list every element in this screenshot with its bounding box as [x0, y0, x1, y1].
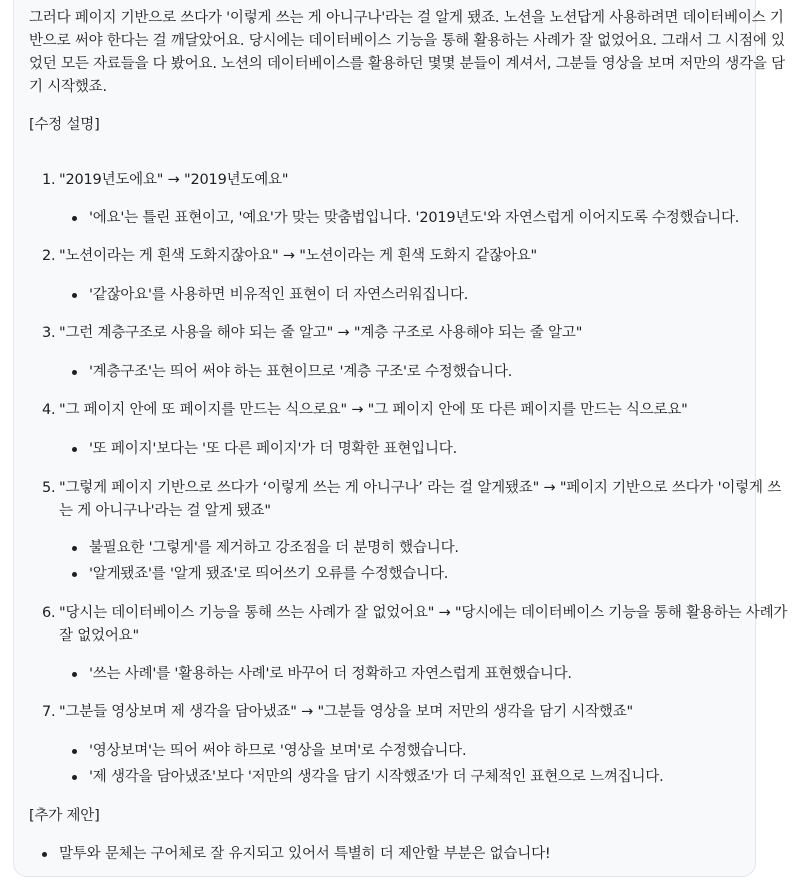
intro-line: 반으로 써야 한다는 걸 깨달았어요. 당시에는 데이터베이스 기능을 통해 활용하는 사례가 잘 없었어요. 그래서 그 시점에 있 [29, 33, 785, 49]
correction-text: "노션이라는 게 흰색 도화지잖아요" → "노션이라는 게 흰색 도화지 같잖아요" [59, 248, 537, 264]
suggestion-item [42, 843, 551, 866]
item-number: 7. [42, 704, 56, 720]
bullet-dot-icon [72, 293, 77, 298]
bullet-dot-icon [72, 447, 77, 452]
intro-line: 그러다 페이지 기반으로 쓰다가 '이렇게 쓰는 게 아니구나'라는 걸 알게 됐죠. 노션을 노션답게 사용하려면 데이터베이스 기 [29, 10, 784, 26]
correction-text: "그 페이지 안에 또 페이지를 만드는 식으로요" → "그 페이지 안에 또 다른 페이지를 만드는 식으로요" [59, 402, 688, 418]
correction-note [72, 438, 457, 461]
correction-note [72, 563, 448, 586]
intro-line: 기 시작했죠. [29, 79, 107, 95]
correction-note [72, 663, 572, 686]
intro-line: 었던 모든 자료들을 다 봤어요. 노션의 데이터베이스를 활용하던 몇몇 분들이 계셔서, 그분들 영상을 보며 저만의 생각을 담 [29, 56, 785, 72]
correction-item [42, 245, 741, 268]
corrections-heading: [수정 설명] [29, 117, 100, 133]
intro-paragraph [29, 7, 785, 99]
correction-note [72, 740, 466, 763]
bullet-dot-icon [72, 672, 77, 677]
suggestions-heading: [추가 제안] [29, 808, 100, 824]
item-number: 4. [42, 402, 56, 418]
note-text: '계층구조'는 띄어 써야 하는 표현이므로 '계층 구조'로 수정했습니다. [89, 364, 513, 380]
correction-item [42, 169, 741, 192]
correction-text: "2019년도에요" → "2019년도예요" [59, 172, 289, 188]
bullet-dot-icon [72, 572, 77, 577]
note-text: 불필요한 '그렇게'를 제거하고 강조점을 더 분명히 했습니다. [89, 540, 459, 556]
bullet-dot-icon [72, 775, 77, 780]
correction-item [42, 477, 782, 523]
item-number: 1. [42, 172, 56, 188]
note-text: '쓰는 사례'를 '활용하는 사례'로 바꾸어 더 정확하고 자연스럽게 표현했습니다. [89, 666, 572, 682]
note-text: '알게됐죠'를 '알게 됐죠'로 띄어쓰기 오류를 수정했습니다. [89, 566, 449, 582]
correction-note [72, 361, 512, 384]
bullet-dot-icon [72, 749, 77, 754]
bullet-dot-icon [72, 546, 77, 551]
note-text: '영상보며'는 띄어 써야 하므로 '영상을 보며'로 수정했습니다. [89, 743, 467, 759]
bullet-dot-icon [72, 216, 77, 221]
correction-text: "그분들 영상보며 제 생각을 담아냈죠" → "그분들 영상을 보며 저만의 생각을 담기 시작했죠" [59, 704, 633, 720]
correction-note [72, 207, 739, 230]
correction-item [42, 322, 741, 345]
item-number: 2. [42, 248, 56, 264]
correction-text-continued: 는 게 아니구나'라는 걸 알게 됐죠" [59, 503, 271, 519]
suggestion-text: 말투와 문체는 구어체로 잘 유지되고 있어서 특별히 더 제안할 부분은 없습니다! [59, 846, 551, 862]
correction-item [42, 602, 788, 648]
item-number: 6. [42, 605, 56, 621]
correction-item [42, 399, 741, 422]
correction-text-continued: 잘 없었어요" [59, 628, 139, 644]
item-number: 5. [42, 480, 56, 496]
correction-note [72, 537, 459, 560]
correction-text: "그렇게 페이지 기반으로 쓰다가 ‘이렇게 쓰는 게 아니구나’ 라는 걸 알게됐죠" → "페이지 기반으로 쓰다가 '이렇게 쓰 [59, 480, 782, 496]
correction-text: "당시는 데이터베이스 기능을 통해 쓰는 사례가 잘 없었어요" → "당시에는 데이터베이스 기능을 통해 활용하는 사례가 [59, 605, 788, 621]
correction-note [72, 284, 468, 307]
note-text: '제 생각을 담아냈죠'보다 '저만의 생각을 담기 시작했죠'가 더 구체적인 표현으로 느껴집니다. [89, 769, 664, 785]
note-text: '같잖아요'를 사용하면 비유적인 표현이 더 자연스러워집니다. [89, 287, 469, 303]
note-text: '에요'는 틀린 표현이고, '예요'가 맞는 맞춤법입니다. '2019년도'와 자연스럽게 이어지도록 수정했습니다. [89, 210, 740, 226]
correction-item [42, 701, 741, 724]
item-number: 3. [42, 325, 56, 341]
bullet-dot-icon [42, 852, 47, 857]
correction-note [72, 766, 664, 789]
correction-text: "그런 계층구조로 사용을 해야 되는 줄 알고" → "계층 구조로 사용해야 되는 줄 알고" [59, 325, 583, 341]
bullet-dot-icon [72, 370, 77, 375]
note-text: '또 페이지'보다는 '또 다른 페이지'가 더 명확한 표현입니다. [89, 441, 457, 457]
